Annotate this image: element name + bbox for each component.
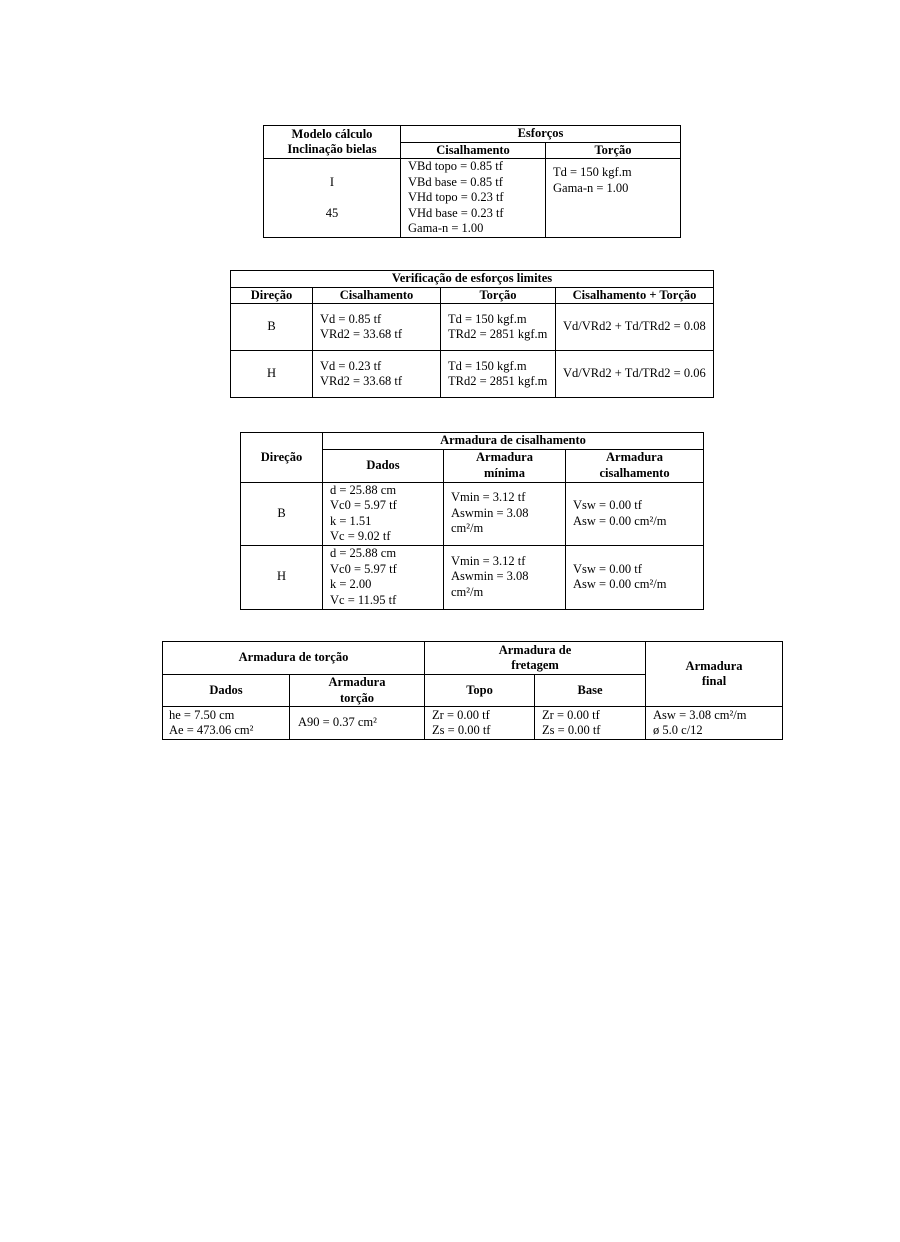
minima-value: Vmin = 3.12 tf Aswmin = 3.08 cm²/m: [451, 553, 529, 599]
torsion-value: Td = 150 kgf.m: [448, 358, 527, 373]
table-row: [241, 482, 704, 545]
table-verificacao: [230, 270, 714, 398]
table-armadura-cisalhamento: [240, 432, 704, 610]
header-text: Armadura de: [498, 642, 572, 657]
header-direcao: Direção: [241, 433, 323, 483]
header-armadura-fretagem: [425, 642, 646, 675]
final-value: Asw = 3.08 cm²/m: [653, 707, 747, 722]
dados-value: Vc0 = 5.97 tf: [330, 498, 397, 512]
header-modelo-inclinacao: [264, 126, 401, 159]
dados-value: Ae = 473.06 cm²: [169, 723, 254, 737]
combined-cell: [556, 304, 714, 351]
header-modelo: Modelo cálculo: [291, 126, 373, 141]
table-esforcos: [263, 125, 681, 238]
minima-cell: [444, 545, 566, 609]
torsion-value: Td = 150 kgf.m: [448, 311, 527, 326]
shear-value: Vd = 0.23 tf: [320, 358, 382, 373]
shear-value: VHd base = 0.23 tf: [408, 205, 504, 220]
direction-cell: H: [241, 545, 323, 609]
combined-value: Vd/VRd2 + Td/TRd2 = 0.08: [563, 319, 706, 334]
cis-value: Vsw = 0.00 tf: [573, 498, 642, 512]
dados-cell: [163, 707, 290, 740]
shear-values-cell: [401, 159, 546, 238]
torsion-value: Td = 150 kgf.m: [553, 165, 632, 179]
dados-value: he = 7.50 cm: [169, 707, 235, 722]
header-text: Armadura: [606, 450, 663, 464]
minima-value: Vmin = 3.12 tf Aswmin = 3.08 cm²/m: [451, 490, 529, 536]
shear-value: VHd topo = 0.23 tf: [408, 190, 504, 204]
dados-value: Vc = 9.02 tf: [330, 529, 391, 543]
table-armadura-torcao: [162, 641, 783, 740]
base-value: Zs = 0.00 tf: [542, 723, 601, 737]
header-armadura-torcao: Armadura de torção: [163, 642, 425, 675]
shear-value: VBd topo = 0.85 tf: [408, 159, 503, 173]
torsion-cell: [441, 304, 556, 351]
cis-cell: [566, 482, 704, 545]
dados-value: Vc0 = 5.97 tf: [330, 561, 397, 576]
arm-torcao-cell: A90 = 0.37 cm²: [290, 707, 425, 740]
final-cell: [646, 707, 783, 740]
header-torcao: Torção: [441, 287, 556, 304]
header-cisalhamento: Cisalhamento: [401, 142, 546, 159]
shear-value: VRd2 = 33.68 tf: [320, 374, 403, 388]
header-cisalhamento-torcao: Cisalhamento + Torção: [556, 287, 714, 304]
header-armadura-cisalhamento: Armadura de cisalhamento: [323, 433, 704, 450]
topo-cell: [425, 707, 535, 740]
combined-value: Vd/VRd2 + Td/TRd2 = 0.06: [563, 366, 706, 381]
header-dados: Dados: [323, 449, 444, 482]
direction-cell: B: [241, 482, 323, 545]
header-arm-torcao: [290, 675, 425, 707]
header-text: mínima: [484, 465, 525, 480]
table-row: [231, 304, 714, 351]
torsion-value: TRd2 = 2851 kgf.m: [448, 374, 548, 388]
base-value: Zr = 0.00 tf: [542, 707, 600, 722]
dados-value: k = 1.51: [330, 513, 372, 528]
inclination-value: 45: [325, 205, 339, 220]
header-text: Armadura: [685, 658, 743, 673]
header-dados: Dados: [163, 675, 290, 707]
header-text: Armadura: [328, 675, 386, 689]
dados-value: Vc = 11.95 tf: [330, 592, 397, 607]
table-row: [231, 351, 714, 398]
model-values-cell: [264, 159, 401, 238]
table-row: [241, 545, 704, 609]
minima-cell: [444, 482, 566, 545]
combined-cell: [556, 351, 714, 398]
header-text: cisalhamento: [599, 465, 670, 480]
shear-value: VRd2 = 33.68 tf: [320, 327, 403, 341]
header-text: Armadura: [476, 450, 533, 464]
verificacao-title: Verificação de esforços limites: [231, 271, 714, 288]
header-text: final: [701, 674, 727, 688]
torsion-value: TRd2 = 2851 kgf.m: [448, 327, 548, 341]
direction-cell: H: [231, 351, 313, 398]
cis-value: Vsw = 0.00 tf: [573, 561, 642, 576]
cis-value: Asw = 0.00 cm²/m: [573, 577, 667, 591]
header-armadura-cis: [566, 449, 704, 482]
header-inclinacao: Inclinação bielas: [287, 142, 377, 156]
shear-value: Gama-n = 1.00: [408, 221, 484, 235]
torsion-value: Gama-n = 1.00: [553, 180, 629, 195]
shear-cell: [313, 351, 441, 398]
header-text: torção: [340, 690, 375, 705]
final-value: ø 5.0 c/12: [653, 723, 703, 737]
header-esforcos: Esforços: [401, 126, 681, 143]
torsion-values-cell: [546, 159, 681, 238]
shear-value: VBd base = 0.85 tf: [408, 174, 503, 189]
shear-cell: [313, 304, 441, 351]
header-direcao: Direção: [231, 287, 313, 304]
dados-cell: [323, 482, 444, 545]
cis-value: Asw = 0.00 cm²/m: [573, 513, 667, 528]
dados-value: d = 25.88 cm: [330, 482, 397, 497]
torsion-cell: [441, 351, 556, 398]
topo-value: Zs = 0.00 tf: [432, 723, 491, 737]
base-cell: [535, 707, 646, 740]
shear-value: Vd = 0.85 tf: [320, 311, 382, 326]
dados-value: d = 25.88 cm: [330, 546, 397, 560]
header-base: Base: [535, 675, 646, 707]
header-topo: Topo: [425, 675, 535, 707]
dados-value: k = 2.00: [330, 577, 372, 591]
direction-cell: B: [231, 304, 313, 351]
header-cisalhamento: Cisalhamento: [313, 287, 441, 304]
cis-cell: [566, 545, 704, 609]
model-value: I: [329, 174, 335, 189]
header-torcao: Torção: [546, 142, 681, 159]
header-armadura-minima: [444, 449, 566, 482]
header-armadura-final: [646, 642, 783, 707]
header-text: fretagem: [511, 658, 559, 672]
topo-value: Zr = 0.00 tf: [432, 707, 490, 722]
table-row: [163, 707, 783, 740]
dados-cell: [323, 545, 444, 609]
